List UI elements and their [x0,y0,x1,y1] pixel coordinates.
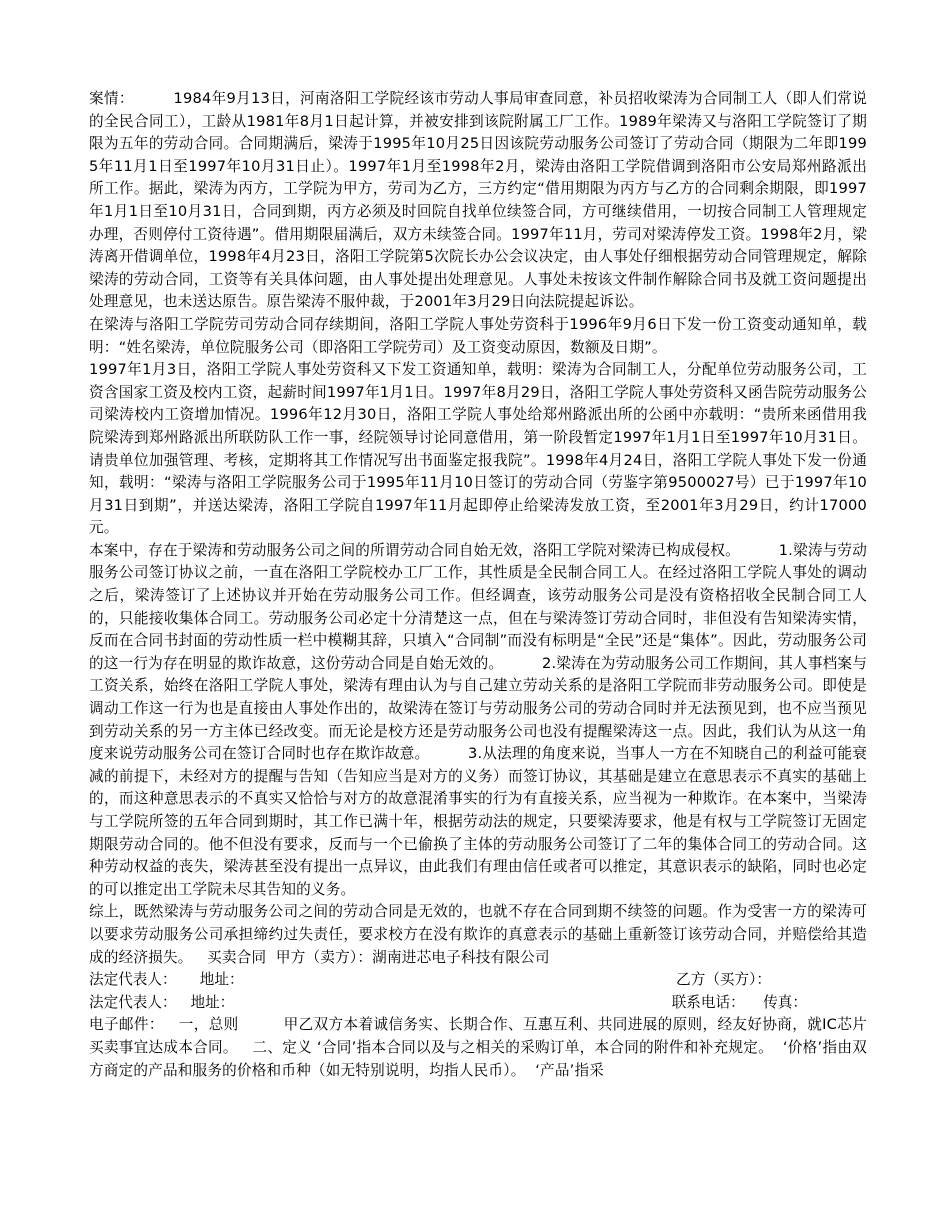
buyer-representative-line: 法定代表人： 地址： [89,993,235,1011]
seller-representative-line: 法定代表人： 地址： [89,971,244,989]
contract-party-row-2 [89,992,867,1015]
buyer-party-label: 乙方（买方）： [676,971,771,989]
paragraph-conclusion: 综上，既然梁涛与劳动服务公司之间的劳动合同是无效的，也就不存在合同到期不续签的问题。作为受害一方的梁涛可以要求劳动服务公司承担缔约过失责任，要求校方在没有欺诈的真意表示的基础上重新签订该劳动合同，并赔偿给其造成的经济损失。 买卖合同 甲方（卖方）：湖南进芯电子科技有限公司 [89,903,867,966]
contract-party-row-1 [89,969,867,992]
paragraph-wage-notice: 在梁涛与洛阳工学院劳司劳动合同存续期间，洛阳工学院人事处劳资科于1996年9月6日下发一份工资变动通知单，载明：“姓名梁涛，单位院服务公司（即洛阳工学院劳司）及工资变动原因，数额及日期”。 [89,315,867,356]
paragraph-secondment: 1997年1月3日，洛阳工学院人事处劳资科又下发工资通知单，载明：梁涛为合同制工人，分配单位劳动服务公司，工资含国家工资及校内工资，起薪时间1997年1月1日。1997年8月29日，洛阳工学院人事处劳资科又函告院劳动服务公司梁涛校内工资增加情况。1996年12月30日，洛阳工学院人事处给郑州路派出所的公函中亦载明：“贵所来函借用我院梁涛到郑州路派出所联防队工作一事，经院领导讨论同意借用，第一阶段暂定1997年1月1日至1997年10月31日。请贵单位加强管理、考核，定期将其工作情况写出书面鉴定报我院”。1998年4月24日，洛阳工学院人事处下发一份通知，载明：“梁涛与洛阳工学院服务公司于1995年11月10日签订的劳动合同（劳鉴字第9500027号）已于1997年10月31日到期”，并送达梁涛，洛阳工学院自1997年11月起即停止给梁涛发放工资，至2001年3月29日，约计17000元。 [89,361,867,537]
paragraph-contract-terms: 电子邮件： 一，总则 甲乙双方本着诚信务实、长期合作、互惠互利、共同进展的原则，经友好协商，就IC芯片买卖事宜达成本合同。 二、定义 ‘合同’指本合同以及与之相关的采购订单，本合同的附件和补充规定。 ‘价格’指由双方商定的产品和服务的价格和币种（如无特别说明，均指人民币）。 ‘产品’指采 [89,1016,867,1079]
contact-phone-fax-line: 联系电话： 传真： [671,993,807,1011]
document-body [89,88,867,1082]
paragraph-analysis: 本案中，存在于梁涛和劳动服务公司之间的所谓劳动合同自始无效，洛阳工学院对梁涛已构成侵权。 1.梁涛与劳动服务公司签订协议之前，一直在洛阳工学院校办工厂工作，其性质是全民制合同工人。在经过洛阳工学院人事处的调动之后，梁涛签订了上述协议并开始在劳动服务公司工作。但经调查，该劳动服务公司是没有资格招收全民制合同工人的，只能接收集体合同工。劳动服务公司必定十分清楚这一点，但在与梁涛签订劳动合同时，非但没有告知梁涛实情，反而在合同书封面的劳动性质一栏中模糊其辞，只填入“合同制”而没有标明是“全民”还是“集体”。因此，劳动服务公司的这一行为存在明显的欺诈故意，这份劳动合同是自始无效的。 2.梁涛在为劳动服务公司工作期间，其人事档案与工资关系，始终在洛阳工学院人事处，梁涛有理由认为与自己建立劳动关系的是洛阳工学院而非劳动服务公司。即使是调动工作这一行为也是直接由人事处作出的，故梁涛在签订与劳动服务公司的劳动合同时并无法预见到，也不应当预见到劳动关系的另一方主体已经改变。而无论是校方还是劳动服务公司也没有提醒梁涛这一点。因此，我们认为从这一角度来说劳动服务公司在签订合同时也存在欺诈故意。 3.从法理的角度来说，当事人一方在不知晓自己的利益可能衰减的前提下，未经对方的提醒与告知（告知应当是对方的义务）而签订协议，其基础是建立在意思表示不真实的基础上的，而这种意思表示的不真实又恰恰与对方的故意混淆事实的行为有直接关系，应当视为一种欺诈。在本案中，当梁涛与工学院所签的五年合同到期时，其工作已满十年，根据劳动法的规定，只要梁涛要求，他是有权与工学院签订无固定期限劳动合同的。他不但没有要求，反而与一个已偷换了主体的劳动服务公司签订了二年的集体合同工的劳动合同。这种劳动权益的丧失，梁涛甚至没有提出一点异议，由此我们有理由信任或者可以推定，其意识表示的缺陷，同时也必定的可以推定出工学院未尽其告知的义务。 [89,541,867,898]
paragraph-case-facts: 案情： 1984年9月13日，河南洛阳工学院经该市劳动人事局审查同意，补员招收梁涛为合同制工人（即人们常说的全民合同工），工龄从1981年8月1日起计算，并被安排到该院附属工厂工作。1989年梁涛又与洛阳工学院签订了期限为五年的劳动合同。合同期满后，梁涛于1995年10月25日因该院劳动服务公司签订了劳动合同（期限为二年即1995年11月1日至1997年10月31日止）。1997年1月至1998年2月，梁涛由洛阳工学院借调到洛阳市公安局郑州路派出所工作。据此，梁涛为丙方，工学院为甲方，劳司为乙方，三方约定“借用期限为丙方与乙方的合同剩余期限，即1997年1月1日至10月31日，合同到期，丙方必须及时回院自找单位续签合同，方可继续借用，一切按合同制工人管理规定办理，否则停付工资待遇”。借用期限届满后，双方未续签合同。1997年11月，劳司对梁涛停发工资。1998年2月，梁涛离开借调单位，1998年4月23日，洛阳工学院第5次院长办公会议决定，由人事处仔细根据劳动合同管理规定，解除梁涛的劳动合同，工资等有关具体问题，由人事处提出处理意见。人事处未按该文件制作解除合同书及就工资问题提出处理意见，也未送达原告。原告梁涛不服仲裁，于2001年3月29日向法院提起诉讼。 [89,90,867,311]
